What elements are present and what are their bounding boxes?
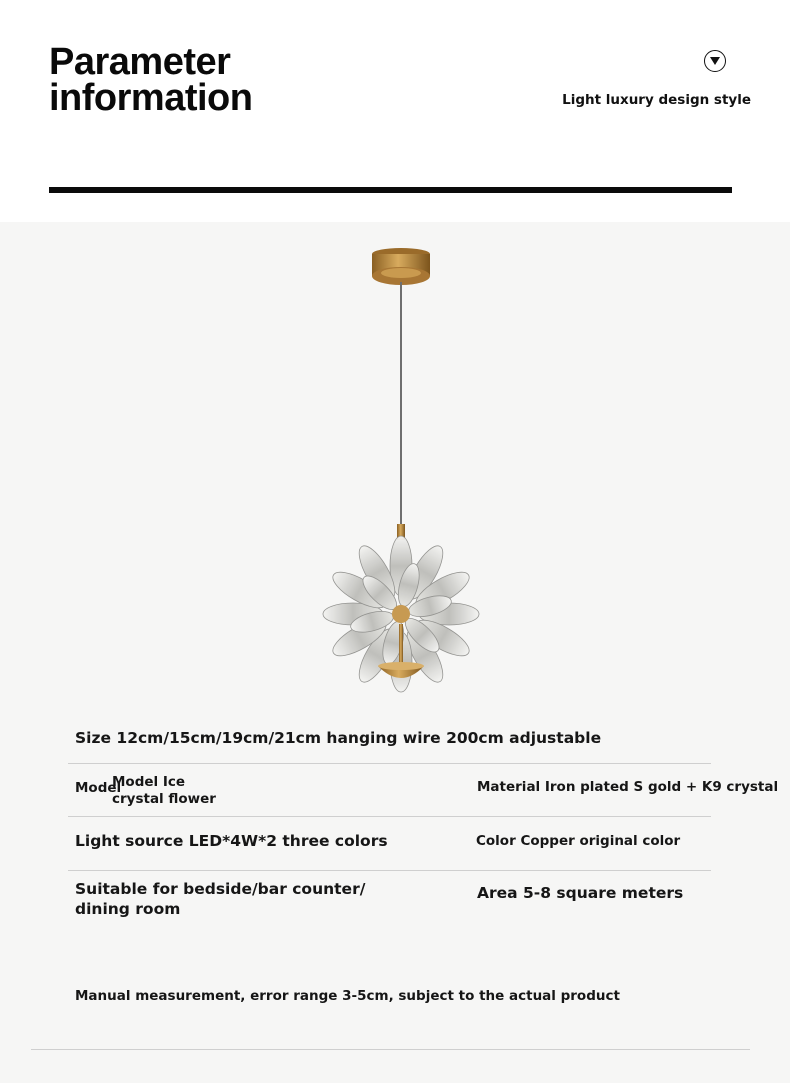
spec-model-value-line-2: crystal flower <box>112 791 216 807</box>
spec-suitable-line-1: Suitable for bedside/bar counter/ <box>75 880 366 898</box>
product-section <box>0 222 790 1083</box>
spec-color: Color Copper original color <box>476 833 681 849</box>
spec-model-value <box>112 774 216 808</box>
row-divider <box>68 763 711 764</box>
row-divider <box>68 870 711 871</box>
pendant-lamp-image <box>300 242 500 694</box>
measurement-note: Manual measurement, error range 3-5cm, subject to the actual product <box>75 988 620 1004</box>
page-header <box>0 0 790 222</box>
spec-model-value-line-1: Model Ice <box>112 774 186 790</box>
page-title <box>49 41 253 119</box>
spec-suitable <box>75 879 365 919</box>
spec-size: Size 12cm/15cm/19cm/21cm hanging wire 200cm adjustable <box>75 729 602 747</box>
title-line-1: Parameter <box>49 41 231 83</box>
title-line-2: information <box>49 77 253 119</box>
spec-light-source: Light source LED*4W*2 three colors <box>75 832 388 850</box>
scroll-down-button[interactable] <box>704 50 726 72</box>
bottom-divider <box>31 1049 750 1050</box>
spec-suitable-line-2: dining room <box>75 900 181 918</box>
row-divider <box>68 816 711 817</box>
spec-model-label: Model <box>75 780 122 796</box>
header-divider <box>49 187 732 193</box>
design-style-label: Light luxury design style <box>562 92 751 108</box>
spec-area: Area 5-8 square meters <box>477 884 684 902</box>
spec-material: Material Iron plated S gold + K9 crystal <box>477 779 779 795</box>
chevron-down-icon <box>710 57 720 65</box>
